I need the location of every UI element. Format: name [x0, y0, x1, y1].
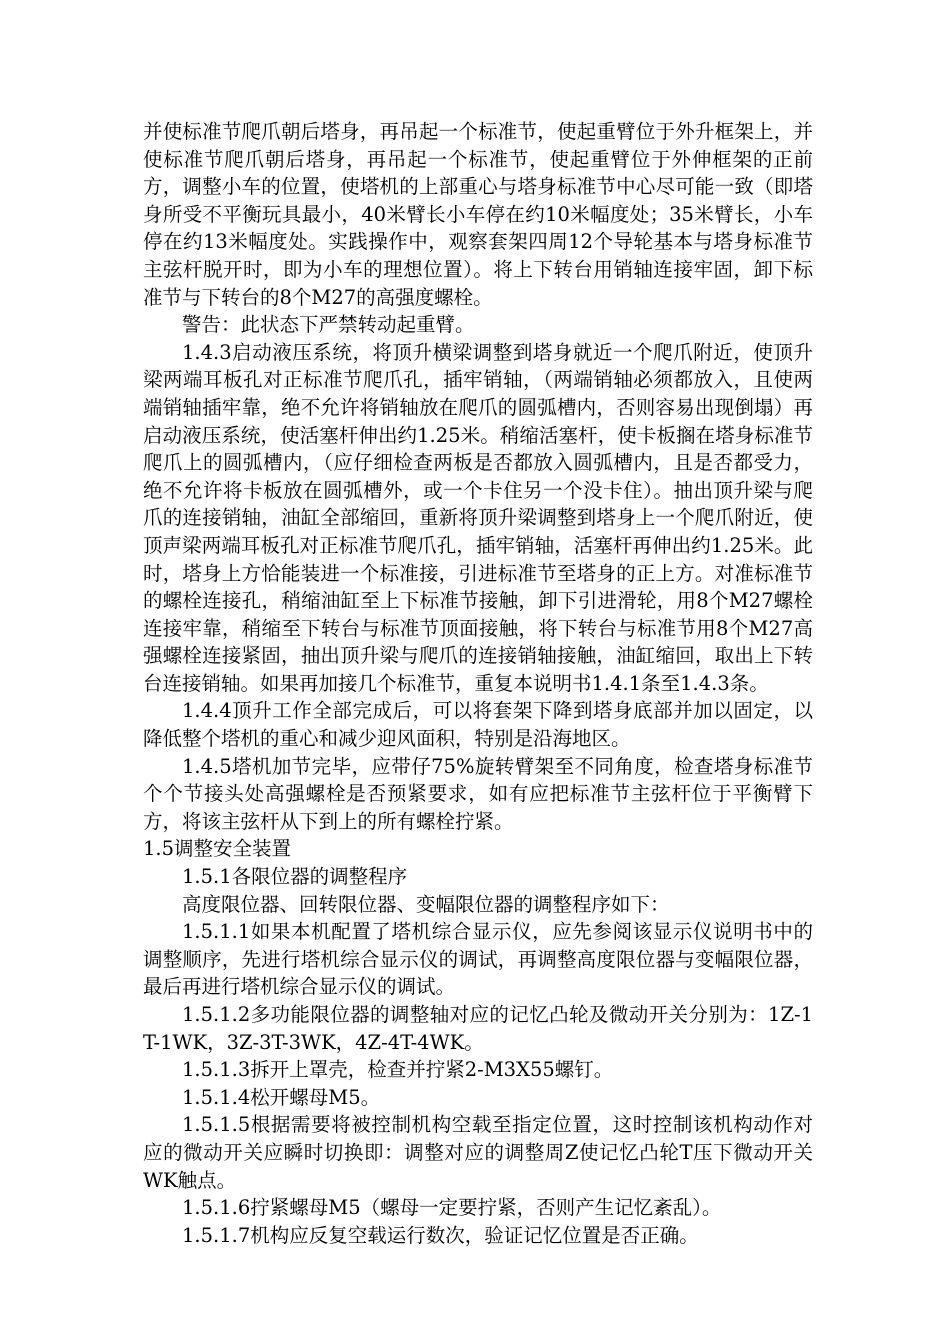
- paragraph-procedure-continued: 并使标准节爬爪朝后塔身，再吊起一个标准节，使起重臂位于外升框架上，并使标准节爬爪朝后塔身，再吊起一个标准节，使起重臂位于外伸框架的正前方，调整小车的位置，使塔机的上部重心与塔身标准节中心尽可能一致（即塔身所受不平衡玩具最小，40米臂长小车停在约10米幅度处；35米臂长，小车停在约13米幅度处。实践操作中，观察套架四周12个导轮基本与塔身标准节主弦杆脱开时，即为小车的理想位置）。将上下转台用销轴连接牢固，卸下标准节与下转台的8个M27的高强度螺栓。: [143, 120, 813, 309]
- paragraph-1-5-1-7: 1.5.1.7机构应反复空载运行数次，验证记忆位置是否正确。: [182, 1223, 699, 1247]
- paragraph-1-5-1-4: 1.5.1.4松开螺母M5。: [182, 1085, 381, 1109]
- section-heading-1-5: 1.5调整安全装置: [143, 837, 292, 861]
- paragraph-1-5-1-2: 1.5.1.2多功能限位器的调整轴对应的记忆凸轮及微动开关分别为：1Z-1T-1WK，3Z-3T-3WK，4Z-4T-4WK。: [143, 1003, 813, 1054]
- paragraph-warning: 警告：此状态下严禁转动起重臂。: [182, 313, 475, 337]
- document-body: [143, 118, 813, 1249]
- subsection-heading-1-5-1: 1.5.1各限位器的调整程序: [182, 865, 408, 889]
- paragraph-intro: 高度限位器、回转限位器、变幅限位器的调整程序如下：: [182, 892, 670, 916]
- paragraph-1-4-3: 1.4.3启动液压系统，将顶升横梁调整到塔身就近一个爬爪附近，使顶升梁两端耳板孔对正标准节爬爪孔，插牢销轴，（两端销轴必须都放入，且使两端销轴插牢靠，绝不允许将销轴放在爬爪的圆弧槽内，否则容易出现倒塌）再启动液压系统，使活塞杆伸出约1.25米。稍缩活塞杆，使卡板搁在塔身标准节爬爪上的圆弧槽内，（应仔细检查两板是否都放入圆弧槽内，且是否都受力，绝不允许将卡板放在圆弧槽外，或一个卡住另一个没卡住）。抽出顶升梁与爬爪的连接销轴，油缸全部缩回，重新将顶升梁调整到塔身上一个爬爪附近，使顶声梁两端耳板孔对正标准节爬爪孔，插牢销轴，活塞杆再伸出约1.25米。此时，塔身上方恰能装进一个标准接，引进标准节至塔身的正上方。对准标准节的螺栓连接孔，稍缩油缸至上下标准节接触，卸下引进滑轮，用8个M27螺栓连接牢靠，稍缩至下转台与标准节顶面接触，将下转台与标准节用8个M27高强螺栓连接紧固，抽出顶升梁与爬爪的连接销轴接触，油缸缩回，取出上下转台连接销轴。如果再加接几个标准节，重复本说明书1.4.1条至1.4.3条。: [143, 340, 813, 695]
- paragraph-1-5-1-1: 1.5.1.1如果本机配置了塔机综合显示仪，应先参阅该显示仪说明书中的调整顺序，先进行塔机综合显示仪的调试，再调整高度限位器与变幅限位器，最后再进行塔机综合显示仪的调试。: [143, 920, 813, 999]
- paragraph-1-5-1-6: 1.5.1.6拧紧螺母M5（螺母一定要拧紧，否则产生记忆紊乱）。: [182, 1196, 722, 1220]
- paragraph-1-4-4: 1.4.4顶升工作全部完成后，可以将套架下降到塔身底部并加以固定，以降低整个塔机的重心和减少迎风面积，特别是沿海地区。: [143, 699, 813, 751]
- paragraph-1-5-1-3: 1.5.1.3拆开上罩壳，检查并拧紧2-M3X55螺钉。: [182, 1058, 614, 1082]
- paragraph-1-4-5: 1.4.5塔机加节完毕，应带仔75%旋转臂架至不同角度，检查塔身标准节个个节接头处高强螺栓是否预紧要求，如有应把标准节主弦杆位于平衡臂下方，将该主弦杆从下到上的所有螺栓拧紧。: [143, 754, 813, 833]
- paragraph-1-5-1-5: 1.5.1.5根据需要将被控制机构空载至指定位置，这时控制该机构动作对应的微动开关应瞬时切换即：调整对应的调整周Z使记忆凸轮T压下微动开关WK触点。: [143, 1113, 813, 1192]
